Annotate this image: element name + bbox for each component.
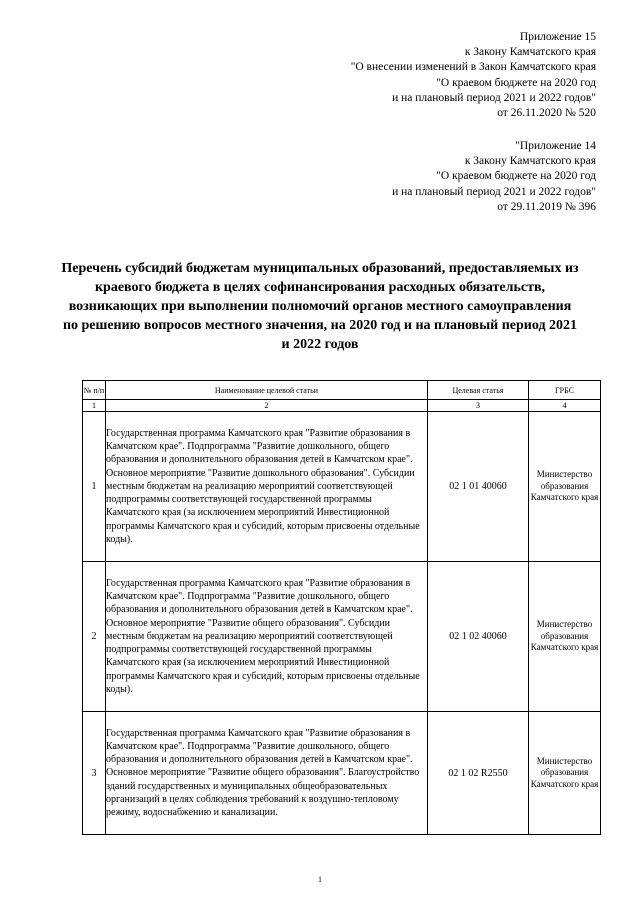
subsidies-table — [82, 380, 601, 835]
row-description: Государственная программа Камчатского края "Развитие образования в Камчатском крае". Подпрограмма "Развитие дошкольного, общего образования и дополнительного образования детей в Камчатском крае". Основное мероприятие "Развитие общего образования". Субсидии местным бюджетам на реализацию мероприятий соответствующей подпрограммы соответствующей государственной программы Камчатского края (за исключением мероприятий Инвестиционной программы Камчатского края и субсидий, которым присвоены отдельные коды). — [106, 562, 428, 712]
header-name: Наименование целевой статьи — [106, 381, 428, 400]
annex-line: Приложение 15 — [519, 31, 596, 43]
row-number: 2 — [83, 562, 106, 712]
row-code: 02 1 02 40060 — [428, 562, 529, 712]
column-number: 1 — [83, 400, 106, 412]
header-number: № п/п — [83, 381, 106, 400]
row-number: 1 — [83, 412, 106, 562]
document-title: Перечень субсидий бюджетам муниципальных образований, предоставляемых из краевого бюджета в целях софинансирования расходных обязательств, возникающих при выполнении полномочий органов местного самоуправления по решению вопросов местного значения, на 2020 год и на плановый период 2021 и 2022 годов — [61, 261, 579, 352]
annex-line: "О внесении изменений в Закон Камчатского края — [350, 61, 596, 74]
row-code: 02 1 01 40060 — [428, 412, 529, 562]
page-number: 1 — [318, 875, 322, 884]
table-row — [83, 562, 601, 712]
column-numbers-row — [83, 400, 601, 412]
table-row — [83, 412, 601, 562]
column-number: 2 — [106, 400, 428, 412]
annex-line: и на плановый период 2021 и 2022 годов" — [392, 185, 596, 198]
column-number: 3 — [428, 400, 529, 412]
annex-15-reference — [351, 30, 596, 121]
row-description: Государственная программа Камчатского края "Развитие образования в Камчатском крае". Подпрограмма "Развитие дошкольного, общего образования и дополнительного образования детей в Камчатском крае". Основное мероприятие "Развитие дошкольного образования". Субсидии местным бюджетам на реализацию мероприятий соответствующей подпрограммы соответствующей государственной программы Камчатского края (за исключением мероприятий Инвестиционной программы Камчатского края и субсидий, которым присвоены отдельные коды). — [106, 412, 428, 562]
annex-line: к Закону Камчатского края — [464, 46, 596, 59]
row-description: Государственная программа Камчатского края "Развитие образования в Камчатском крае". Подпрограмма "Развитие дошкольного, общего образования и дополнительного образования детей в Камчатском крае". Основное мероприятие "Развитие общего образования". Благоустройство зданий государственных и муниципальных общеобразовательных организаций в целях соблюдения требований к воздушно-тепловому режиму, водоснабжению и канализации. — [106, 712, 428, 835]
annex-line: от 29.11.2019 № 396 — [497, 200, 596, 213]
row-grbs: Министерство образования Камчатского края — [529, 412, 601, 562]
table-row — [83, 712, 601, 835]
row-grbs: Министерство образования Камчатского края — [529, 562, 601, 712]
column-number: 4 — [529, 400, 601, 412]
header-code: Целевая статья — [428, 381, 529, 400]
row-code: 02 1 02 R2550 — [428, 712, 529, 835]
annex-line: к Закону Камчатского края — [464, 155, 596, 168]
annex-line: "Приложение 14 — [515, 140, 596, 152]
header-grbs: ГРБС — [529, 381, 601, 400]
annex-line: и на плановый период 2021 и 2022 годов" — [392, 91, 596, 104]
table-header-row — [83, 381, 601, 400]
annex-line: "О краевом бюджете на 2020 год — [436, 170, 596, 183]
row-grbs: Министерство образования Камчатского края — [529, 712, 601, 835]
annex-line: от 26.11.2020 № 520 — [497, 107, 596, 120]
row-number: 3 — [83, 712, 106, 835]
annex-14-reference — [392, 139, 596, 215]
annex-line: "О краевом бюджете на 2020 год — [436, 76, 596, 89]
